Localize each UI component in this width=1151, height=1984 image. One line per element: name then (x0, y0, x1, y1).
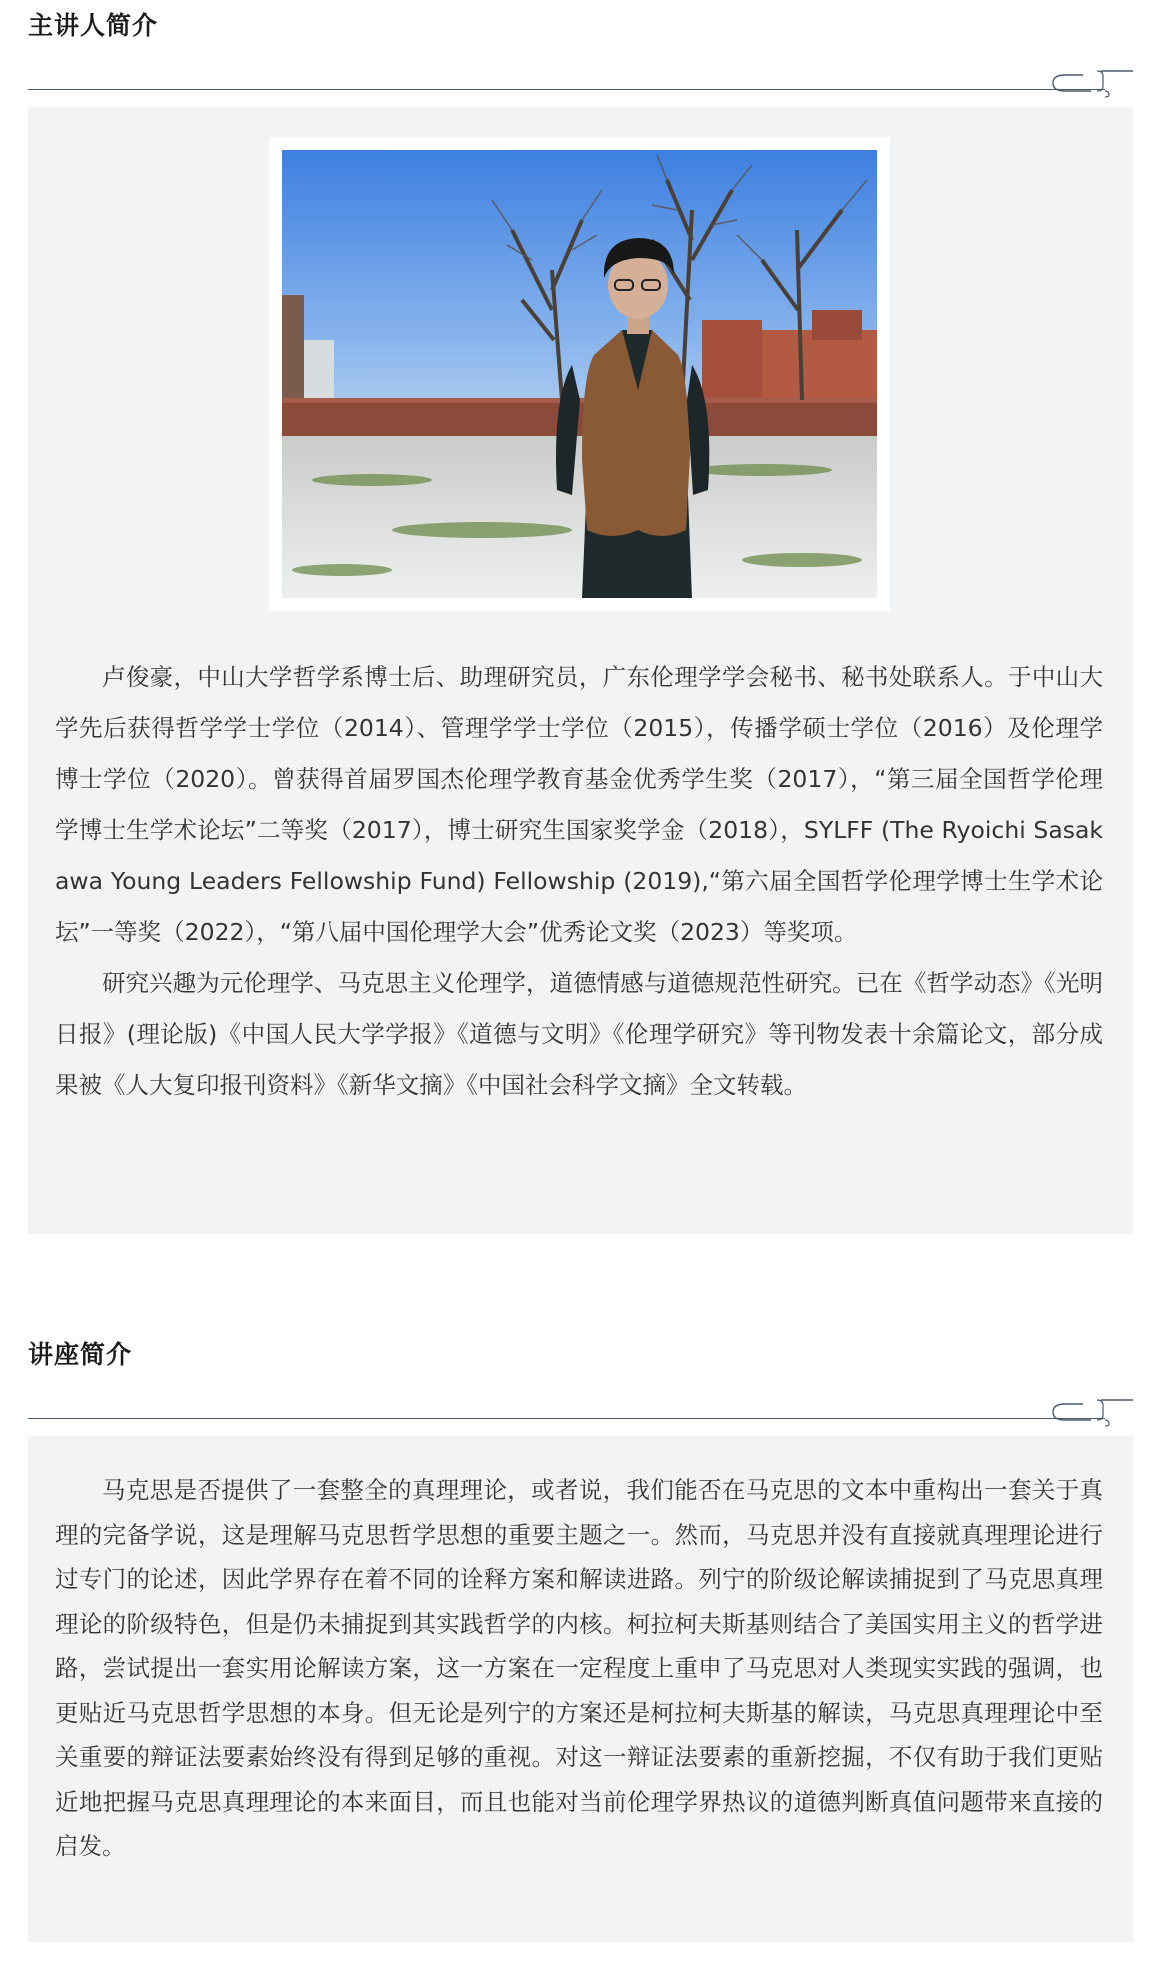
speaker-section-header (28, 6, 1133, 76)
scroll-ornament-icon (1047, 1393, 1133, 1427)
speaker-section-title: 主讲人简介 (28, 11, 159, 40)
speaker-photo-image (282, 150, 877, 598)
speaker-bio (55, 652, 1103, 1111)
lecture-section-title: 讲座简介 (28, 1340, 133, 1369)
scroll-ornament-icon (1047, 64, 1133, 98)
lecture-section-header (28, 1335, 1133, 1405)
lecture-panel (28, 1436, 1133, 1942)
speaker-panel (28, 107, 1133, 1234)
speaker-bio-paragraph: 研究兴趣为元伦理学、马克思主义伦理学，道德情感与道德规范性研究。已在《哲学动态》《光明日报》(理论版)《中国人民大学学报》《道德与文明》《伦理学研究》等刊物发表十余篇论文，部分成果被《人大复印报刊资料》《新华文摘》《中国社会科学文摘》全文转载。 (55, 969, 1103, 1099)
lecture-abstract-paragraph: 马克思是否提供了一套整全的真理理论，或者说，我们能否在马克思的文本中重构出一套关于真理的完备学说，这是理解马克思哲学思想的重要主题之一。然而，马克思并没有直接就真理理论进行过专门的论述，因此学界存在着不同的诠释方案和解读进路。列宁的阶级论解读捕捉到了马克思真理理论的阶级特色，但是仍未捕捉到其实践哲学的内核。柯拉柯夫斯基则结合了美国实用主义的哲学进路，尝试提出一套实用论解读方案，这一方案在一定程度上重申了马克思对人类现实实践的强调，也更贴近马克思哲学思想的本身。但无论是列宁的方案还是柯拉柯夫斯基的解读，马克思真理理论中至关重要的辩证法要素始终没有得到足够的重视。对这一辩证法要素的重新挖掘，不仅有助于我们更贴近地把握马克思真理理论的本来面目，而且也能对当前伦理学界热议的道德判断真值问题带来直接的启发。 (55, 1476, 1103, 1860)
speaker-photo (282, 150, 877, 598)
lecture-abstract (55, 1468, 1103, 1869)
section-divider (28, 1418, 1105, 1419)
speaker-bio-paragraph: 卢俊豪，中山大学哲学系博士后、助理研究员，广东伦理学学会秘书、秘书处联系人。于中山大学先后获得哲学学士学位（2014）、管理学学士学位（2015），传播学硕士学位（2016）及伦理学博士学位（2020）。曾获得首届罗国杰伦理学教育基金优秀学生奖（2017），“第三届全国哲学伦理学博士生学术论坛”二等奖（2017），博士研究生国家奖学金（2018），SYLFF (The Ryoichi Sasakawa Young Leaders Fellowship Fund) Fellowship (2019),“第六届全国哲学伦理学博士生学术论坛”一等奖（2022），“第八届中国伦理学大会”优秀论文奖（2023）等奖项。 (55, 663, 1103, 946)
section-divider (28, 89, 1105, 90)
speaker-photo-frame (269, 137, 890, 611)
